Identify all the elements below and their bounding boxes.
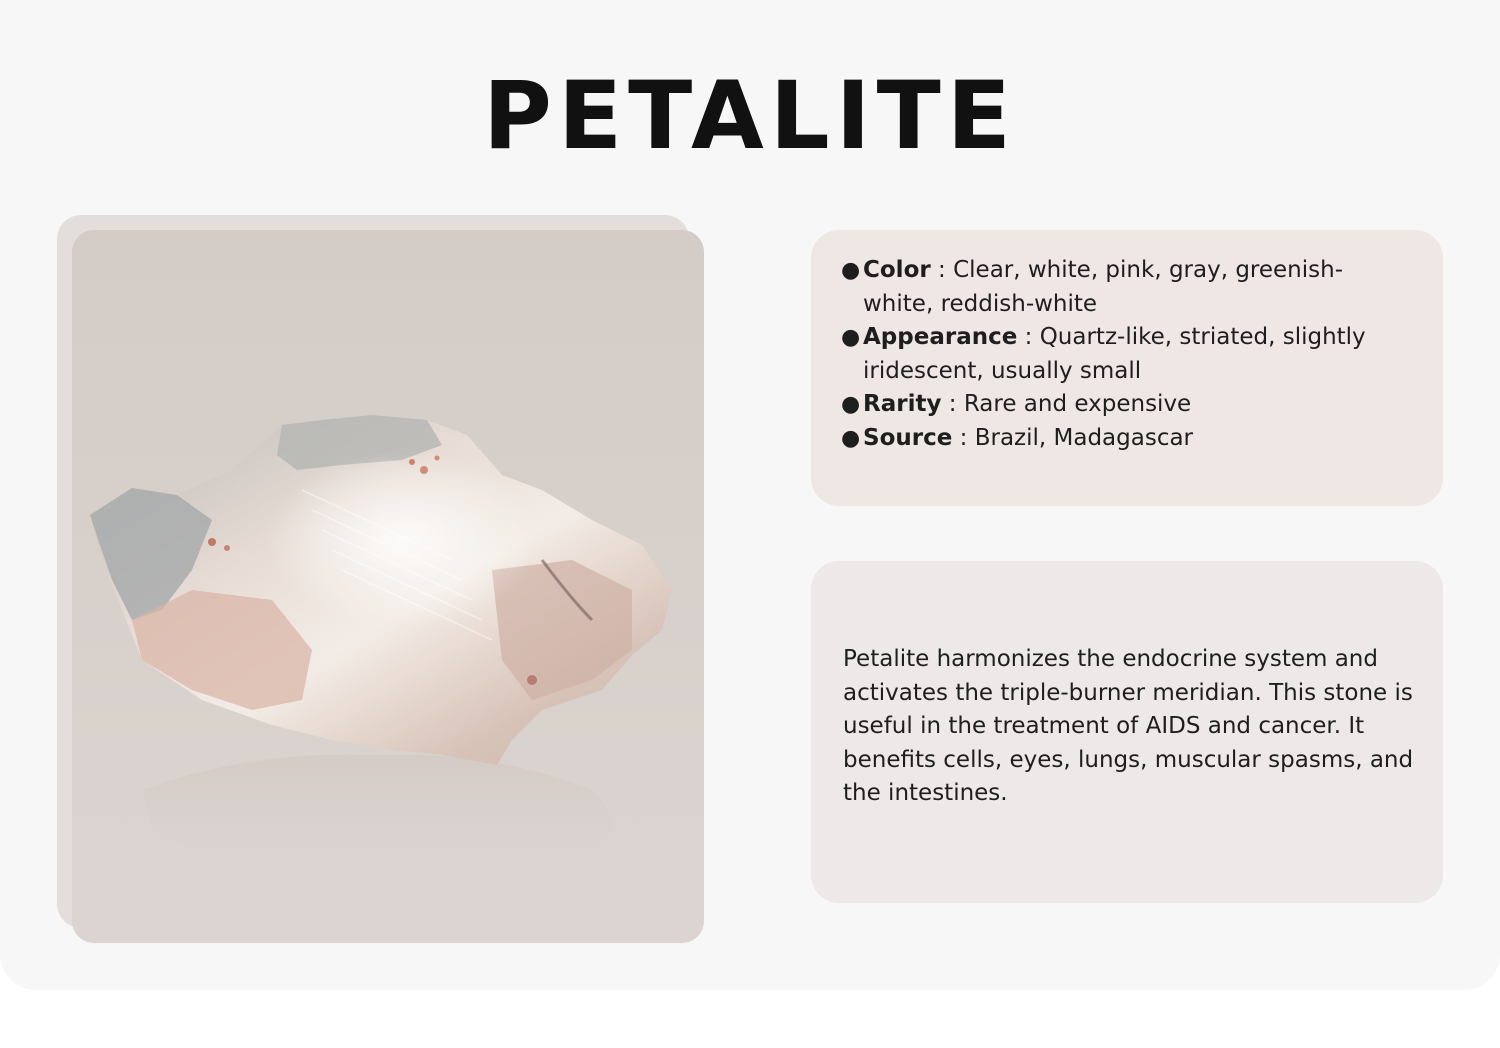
property-value: Quartz-like, striated, slightly iridescent, usually small bbox=[863, 324, 1366, 384]
property-separator: : bbox=[1017, 324, 1040, 350]
bullet-icon: ● bbox=[841, 425, 861, 451]
description-panel bbox=[811, 561, 1443, 903]
property-separator: : bbox=[952, 424, 975, 451]
property-value: Clear, white, pink, gray, greenish-white, reddish-white bbox=[863, 257, 1344, 317]
property-key: Source bbox=[863, 424, 953, 451]
properties-panel bbox=[811, 230, 1443, 506]
bullet-icon: ● bbox=[841, 325, 861, 350]
description-text: Petalite harmonizes the endocrine system and activates the triple-burner meridian. This stone is useful in the treatment of AIDS and cancer. It benefits cells, eyes, lungs, muscular spasms, and the intestines. bbox=[843, 646, 1414, 806]
properties-list bbox=[811, 230, 1443, 455]
property-item-appearance bbox=[841, 321, 1403, 388]
property-item-source bbox=[841, 422, 1403, 456]
stone-photo bbox=[72, 230, 704, 943]
property-value: Brazil, Madagascar bbox=[974, 424, 1194, 451]
bullet-icon: ● bbox=[841, 392, 861, 417]
property-separator: : bbox=[930, 257, 954, 283]
property-key: Rarity bbox=[863, 391, 942, 417]
property-separator: : bbox=[941, 391, 964, 417]
property-item-rarity bbox=[841, 388, 1403, 422]
property-key: Color bbox=[863, 257, 931, 283]
property-key: Appearance bbox=[863, 324, 1018, 350]
property-item-color bbox=[841, 254, 1403, 321]
property-value: Rare and expensive bbox=[963, 391, 1192, 417]
petalite-crystal-icon bbox=[72, 230, 704, 943]
bullet-icon: ● bbox=[841, 258, 861, 283]
page-title: PETALITE bbox=[483, 62, 1017, 171]
